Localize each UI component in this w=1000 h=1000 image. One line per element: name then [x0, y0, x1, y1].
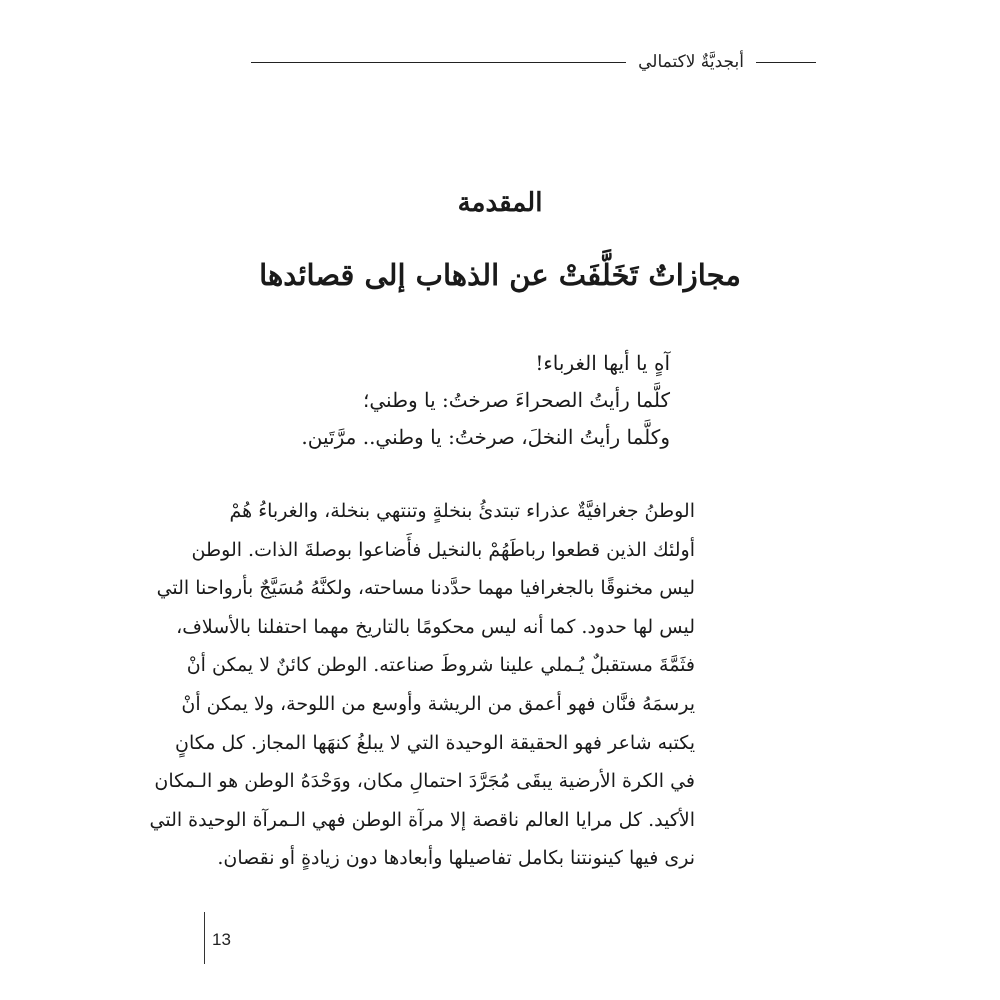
- section-title: المقدمة: [457, 188, 543, 218]
- body-line: يرسمَهُ فنَّان فهو أعمق من الريشة وأوسع من اللوحة، ولا يمكن أنْ: [181, 692, 695, 715]
- page-number: 13: [212, 930, 231, 949]
- body-line: في الكرة الأرضية يبقَى مُجَرَّدَ احتمالِ مكان، ووَحْدَهُ الوطن هو الـمكان: [154, 770, 695, 793]
- body-line: الأكيد. كل مرايا العالم ناقصة إلا مرآة الوطن فهي الـمرآة الوحيدة التي: [149, 808, 695, 831]
- poem-block: [301, 345, 670, 456]
- body-line: نرى فيها كينونتنا بكامل تفاصيلها وأبعادها دون زيادةٍ أو نقصان.: [217, 847, 695, 870]
- body-paragraph: [149, 492, 695, 878]
- body-line: الوطنُ جغرافيَّةٌ عذراء تبتدئُ بنخلةٍ وتنتهي بنخلة، والغرباءُ هُمْ: [229, 500, 695, 522]
- header-rule-left: [251, 62, 626, 63]
- poem-line: وكلَّما رأيتُ النخلَ، صرختُ: يا وطني.. مرَّتَين.: [301, 425, 670, 449]
- poem-line: كلَّما رأيتُ الصحراءَ صرختُ: يا وطني؛: [363, 388, 670, 412]
- body-line: ليس مخنوقًا بالجغرافيا مهما حدَّدنا مساحته، ولكنَّهُ مُسَيَّجٌ بأرواحنا التي: [156, 577, 695, 600]
- body-line: ليس لها حدود. كما أنه ليس محكومًا بالتاريخ مهما احتفلنا بالأسلاف،: [176, 615, 695, 638]
- chapter-title: مجازاتٌ تَخَلَّفَتْ عن الذهاب إلى قصائدها: [259, 258, 741, 292]
- running-title: أبجديَّةٌ لاكتمالي: [638, 52, 744, 72]
- body-line: أولئك الذين قطعوا رباطَهُمْ بالنخيل فأَضاعوا بوصلةَ الذات. الوطن: [191, 538, 695, 561]
- body-line: يكتبه شاعر فهو الحقيقة الوحيدة التي لا يبلغُ كنهَها المجاز. كل مكانٍ: [175, 731, 695, 754]
- body-line: فثَمَّةَ مستقبلٌ يُـملي علينا شروطَ صناعته. الوطن كائنٌ لا يمكن أنْ: [186, 654, 695, 677]
- poem-line: آهٍ يا أيها الغرباء!: [535, 351, 670, 375]
- header-rule-right: [756, 62, 816, 63]
- footer-rule: [204, 912, 205, 964]
- running-header: [228, 48, 816, 76]
